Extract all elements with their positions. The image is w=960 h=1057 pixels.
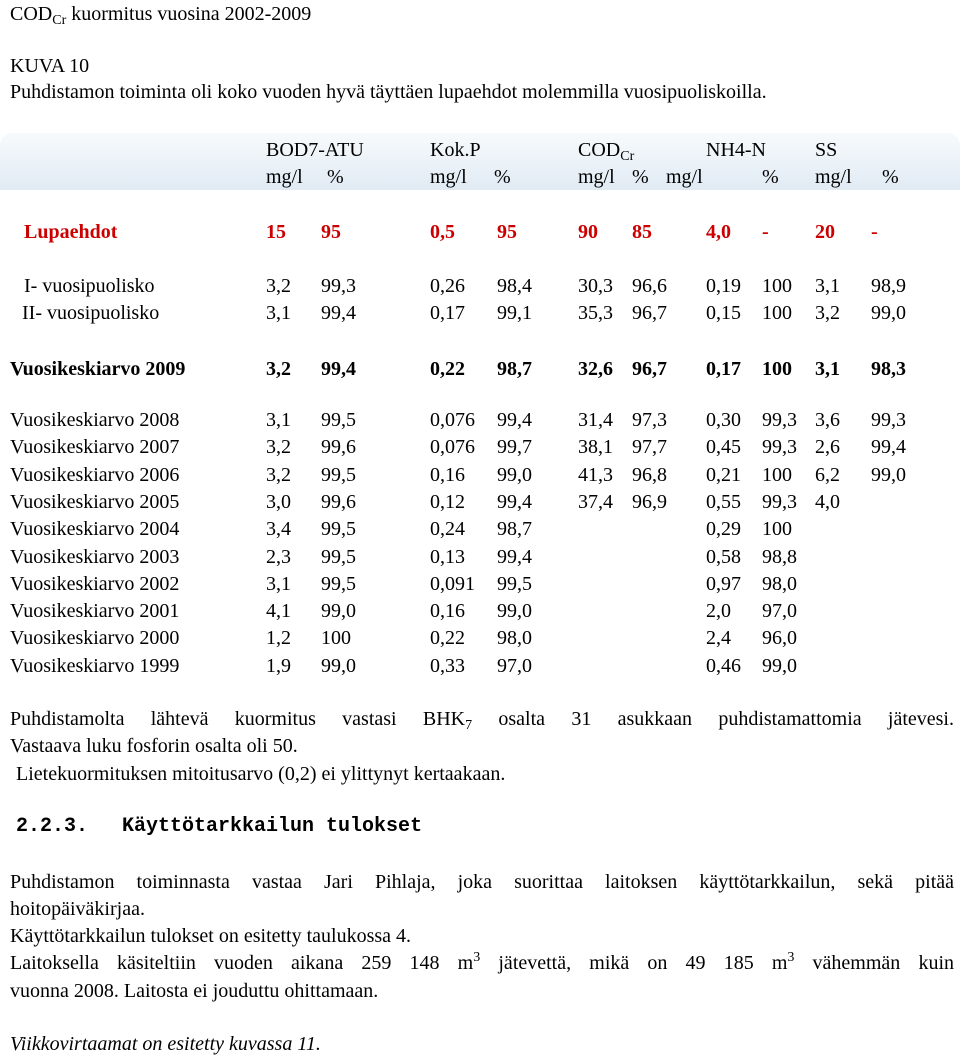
table-cell: 0,22 [430,358,465,380]
table-cell: 99,6 [321,436,356,459]
para1-line1-pre: Puhdistamolta lähtevä kuormitus vastasi BHK [10,708,466,730]
table-cell: 0,19 [706,275,741,297]
table-cell: 98,3 [871,358,906,380]
header-cod-prefix: COD [578,139,621,161]
row-label: Vuosikeskiarvo 1999 [10,654,180,677]
footer-note: Viikkovirtaamat on esitetty kuvassa 11. [10,1033,321,1055]
table-cell: 3,2 [266,463,291,486]
header-nh4: NH4-N [706,139,766,161]
table-cell: 98,0 [762,572,797,595]
table-cell: 3,1 [815,358,840,380]
table-cell: - [762,221,769,243]
table-cell: 99,5 [321,409,356,431]
figure-caption: Puhdistamon toiminta oli koko vuoden hyvä täyttäen lupaehdot molemmilla vuosipuoliskoilla. [10,81,767,103]
unit-cell: % [327,166,344,188]
section-number: 2.2.3. [16,815,89,838]
row-label: Vuosikeskiarvo 2009 [10,358,186,380]
table-cell: 2,0 [706,600,731,623]
para2-line4-superscript-2: 3 [787,950,795,965]
unit-cell: mg/l [815,166,852,188]
table-cell: 97,7 [632,436,667,459]
row-label: Vuosikeskiarvo 2006 [10,463,180,486]
table-cell: 99,4 [497,545,532,568]
table-cell: - [871,221,878,243]
table-cell: 98,0 [497,627,532,650]
page-heading [10,3,312,28]
table-cell: 99,3 [762,490,797,513]
table-cell: 3,1 [266,572,291,595]
para2-line4-a: Laitoksella käsiteltiin vuoden aikana 259 148 m [10,952,474,974]
table-cell: 0,21 [706,463,741,486]
table-cell: 98,7 [497,518,532,541]
table-cell: 99,4 [497,409,532,431]
unit-cell: % [632,166,649,188]
table-cell: 2,4 [706,627,731,650]
table-cell: 95 [321,221,341,243]
table-cell: 35,3 [578,302,613,324]
table-cell: 90 [578,221,598,243]
table-cell: 97,3 [632,409,667,431]
table-cell: 99,3 [871,409,906,431]
para1-line2: Vastaava luku fosforin osalta oli 50. [10,735,298,757]
table-cell: 37,4 [578,490,613,513]
unit-cell: mg/l [266,166,303,188]
para2-line1: Puhdistamon toiminnasta vastaa Jari Pihlaja, joka suorittaa laitoksen käyttötarkkailun, sekä pitää [10,871,954,893]
section-heading [16,817,422,837]
header-ss: SS [815,139,838,161]
unit-cell: mg/l [578,166,615,188]
table-cell: 0,22 [430,627,465,650]
para1-line1 [10,708,954,733]
table-cell: 99,6 [321,490,356,513]
table-cell: 0,15 [706,302,741,324]
table-cell: 99,5 [497,572,532,595]
row-label: Vuosikeskiarvo 2007 [10,436,180,459]
para1-line1-subscript: 7 [465,718,473,733]
table-cell: 99,3 [762,409,797,431]
table-cell: 0,17 [706,358,741,380]
table-cell: 99,0 [497,463,532,486]
header-bod: BOD7-ATU [266,139,364,161]
table-cell: 99,5 [321,545,356,568]
table-cell: 99,0 [871,302,906,324]
table-cell: 2,3 [266,545,291,568]
row-label: Vuosikeskiarvo 2008 [10,409,180,431]
para2-line3: Käyttötarkkailun tulokset on esitetty taulukossa 4. [10,925,412,947]
table-cell: 99,3 [762,436,797,459]
table-cell: 99,4 [321,302,356,324]
row-label: Vuosikeskiarvo 2000 [10,627,180,650]
table-cell: 100 [321,627,351,650]
para2-line4-superscript-1: 3 [473,950,481,965]
table-cell: 3,1 [815,275,840,297]
table-cell: 0,97 [706,572,741,595]
row-label: Vuosikeskiarvo 2001 [10,600,180,623]
para2-line4-b: jätevettä, mikä on 49 185 m [480,952,788,974]
header-cod-subscript: Cr [620,149,635,164]
row-label: I- vuosipuolisko [24,275,155,297]
table-cell: 1,2 [266,627,291,650]
table-cell: 0,12 [430,490,465,513]
table-cell: 97,0 [497,654,532,677]
table-cell: 99,5 [321,518,356,541]
table-cell: 99,4 [321,358,356,380]
para1-line3: Lietekuormituksen mitoitusarvo (0,2) ei ylittynyt kertaakaan. [16,763,506,785]
table-cell: 3,6 [815,409,840,431]
table-cell: 3,2 [266,436,291,459]
table-cell: 95 [497,221,517,243]
table-cell: 0,30 [706,409,741,431]
table-cell: 0,29 [706,518,741,541]
table-cell: 99,0 [762,654,797,677]
table-cell: 99,0 [321,654,356,677]
unit-cell: % [494,166,511,188]
heading-subscript: Cr [52,13,67,28]
table-cell: 20 [815,221,835,243]
header-cod [578,139,635,164]
heading-suffix: kuormitus vuosina 2002-2009 [66,3,312,25]
table-cell: 99,5 [321,463,356,486]
table-cell: 99,4 [871,436,906,459]
unit-cell: mg/l [430,166,467,188]
table-cell: 31,4 [578,409,613,431]
table-cell: 100 [762,275,792,297]
table-cell: 98,7 [497,358,532,380]
table-cell: 0,55 [706,490,741,513]
para2-line4 [10,950,954,974]
table-cell: 3,4 [266,518,291,541]
table-cell: 0,58 [706,545,741,568]
row-label: Vuosikeskiarvo 2002 [10,572,180,595]
row-label: Vuosikeskiarvo 2004 [10,518,180,541]
table-cell: 0,076 [430,436,475,459]
table-cell: 6,2 [815,463,840,486]
table-cell: 100 [762,518,792,541]
table-cell: 3,2 [815,302,840,324]
table-cell: 100 [762,302,792,324]
table-cell: 96,7 [632,358,667,380]
table-cell: 0,26 [430,275,465,297]
figure-label: KUVA 10 [10,55,90,77]
table-cell: 99,3 [321,275,356,297]
table-cell: 96,9 [632,490,667,513]
header-kokp: Kok.P [430,139,481,161]
table-cell: 0,5 [430,221,455,243]
table-cell: 97,0 [762,600,797,623]
table-cell: 99,5 [321,572,356,595]
row-label: Lupaehdot [24,221,118,243]
table-cell: 96,6 [632,275,667,297]
table-cell: 0,33 [430,654,465,677]
heading-prefix: COD [10,3,53,25]
section-title: Käyttötarkkailun tulokset [122,815,423,838]
table-cell: 4,0 [815,490,840,513]
table-cell: 85 [632,221,652,243]
table-cell: 3,2 [266,358,291,380]
table-cell: 4,1 [266,600,291,623]
row-label: Vuosikeskiarvo 2005 [10,490,180,513]
table-cell: 41,3 [578,463,613,486]
table-cell: 100 [762,358,792,380]
unit-cell: % [882,166,899,188]
table-cell: 99,4 [497,490,532,513]
table-cell: 99,0 [497,600,532,623]
unit-cell: % [762,166,779,188]
table-cell: 99,0 [871,463,906,486]
table-cell: 3,1 [266,409,291,431]
table-cell: 0,46 [706,654,741,677]
row-label: II- vuosipuolisko [22,302,160,324]
table-cell: 99,1 [497,302,532,324]
table-cell: 0,076 [430,409,475,431]
table-cell: 0,16 [430,600,465,623]
para2-line4-c: vähemmän kuin [794,952,954,974]
table-cell: 98,8 [762,545,797,568]
table-cell: 3,1 [266,302,291,324]
para1-line1-post: osalta 31 asukkaan puhdistamattomia jätevesi. [472,708,954,730]
table-cell: 100 [762,463,792,486]
unit-cell: mg/l [666,166,703,188]
table-cell: 1,9 [266,654,291,677]
table-cell: 0,13 [430,545,465,568]
table-cell: 0,45 [706,436,741,459]
table-cell: 15 [266,221,286,243]
table-cell: 30,3 [578,275,613,297]
para2-line5: vuonna 2008. Laitosta ei jouduttu ohittamaan. [10,980,379,1002]
table-cell: 99,7 [497,436,532,459]
row-label: Vuosikeskiarvo 2003 [10,545,180,568]
table-cell: 98,9 [871,275,906,297]
table-cell: 4,0 [706,221,731,243]
table-cell: 38,1 [578,436,613,459]
table-cell: 2,6 [815,436,840,459]
table-cell: 96,0 [762,627,797,650]
table-cell: 0,091 [430,572,475,595]
table-cell: 0,16 [430,463,465,486]
table-cell: 3,0 [266,490,291,513]
table-cell: 0,24 [430,518,465,541]
table-cell: 99,0 [321,600,356,623]
table-cell: 96,8 [632,463,667,486]
table-cell: 98,4 [497,275,532,297]
para2-line2: hoitopäiväkirjaa. [10,898,145,920]
table-cell: 32,6 [578,358,613,380]
table-cell: 0,17 [430,302,465,324]
table-cell: 3,2 [266,275,291,297]
table-cell: 96,7 [632,302,667,324]
